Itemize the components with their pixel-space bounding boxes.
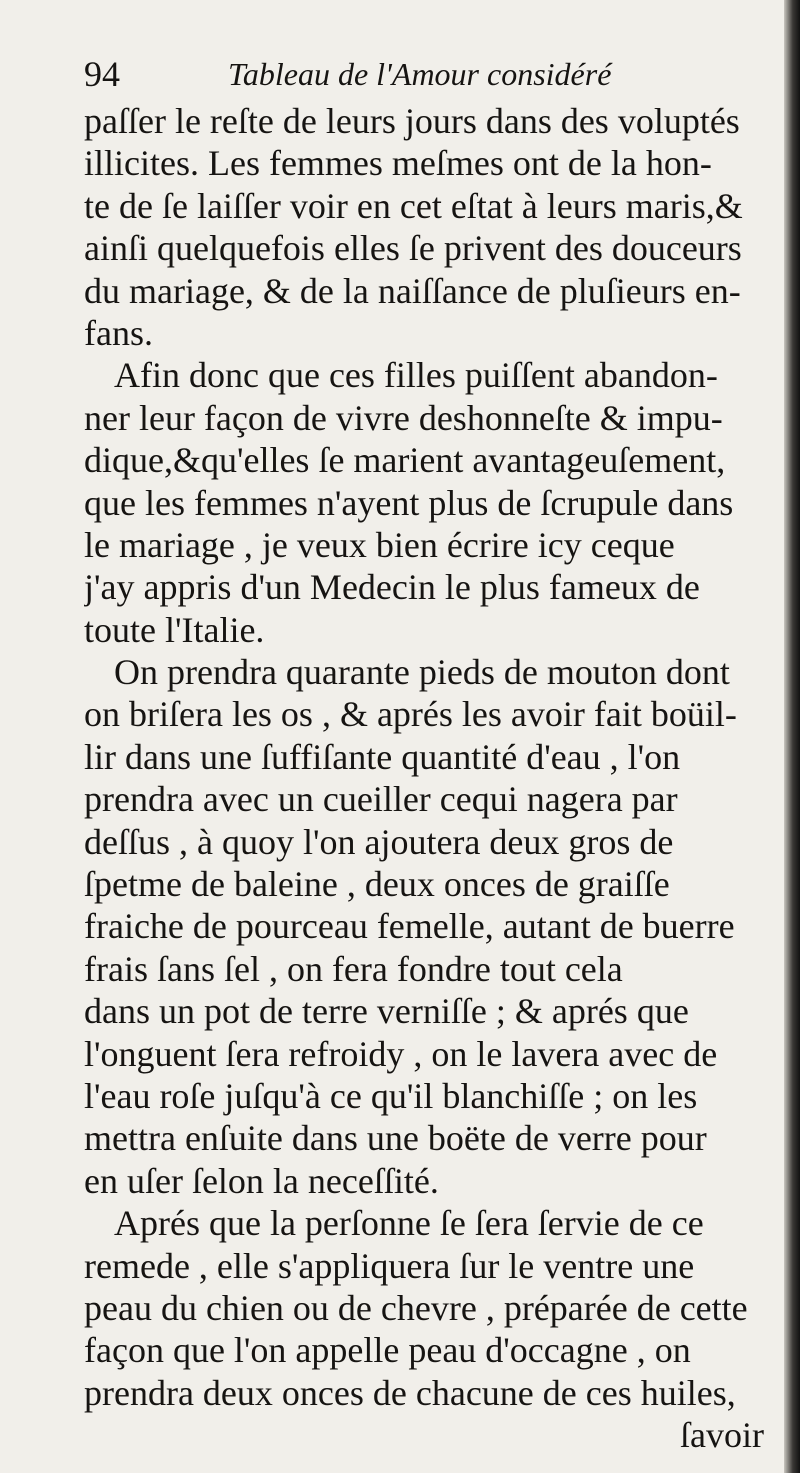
text-line: te de ſe laiſſer voir en cet eſtat à leurs maris,& xyxy=(84,185,743,226)
text-line: peau du chien ou de chevre , préparée de cette xyxy=(84,1287,748,1328)
text-line: frais ſans ſel , on fera fondre tout cela xyxy=(84,948,623,989)
text-line: le mariage , je veux bien écrire icy ceque xyxy=(84,524,675,565)
text-line: ainſi quelquefois elles ſe privent des douceurs xyxy=(84,228,742,269)
body-text xyxy=(84,100,764,1457)
text-line: dans un pot de terre verniſſe ; & aprés que xyxy=(84,991,689,1032)
text-line: prendra avec un cueiller cequi nagera par xyxy=(84,779,678,820)
text-line: fans. xyxy=(84,312,153,353)
text-line: toute l'Italie. xyxy=(84,609,265,650)
text-line: on briſera les os , & aprés les avoir fait boüil- xyxy=(84,694,737,735)
text-line: mettra enſuite dans une boëte de verre pour xyxy=(84,1118,707,1159)
text-line: paſſer le reſte de leurs jours dans des voluptés xyxy=(84,101,740,141)
text-line: ſpetme de baleine , deux onces de graiſſe xyxy=(84,864,670,905)
text-line: en uſer ſelon la neceſſité. xyxy=(84,1160,439,1201)
running-title: Tableau de l'Amour considéré xyxy=(228,56,612,92)
text-line: ner leur façon de vivre deshonneſte & impu- xyxy=(84,397,723,438)
text-line: deſſus , à quoy l'on ajoutera deux gros de xyxy=(84,821,674,862)
text-line: fraiche de pourceau femelle, autant de buerre xyxy=(84,906,735,947)
text-line: dique,&qu'elles ſe marient avantageuſement, xyxy=(84,440,726,481)
text-line: prendra deux onces de chacune de ces huiles, xyxy=(84,1372,736,1413)
text-line: façon que l'on appelle peau d'occagne , on xyxy=(84,1330,691,1371)
text-line: que les femmes n'ayent plus de ſcrupule dans xyxy=(84,482,734,523)
text-line: j'ay appris d'un Medecin le plus fameux de xyxy=(84,567,700,608)
text-line: l'eau roſe juſqu'à ce qu'il blanchiſſe ; on les xyxy=(84,1075,698,1116)
text-line: remede , elle s'appliquera ſur le ventre une xyxy=(84,1245,695,1286)
paragraph-start-line: Afin donc que ces filles puiſſent abandon- xyxy=(114,355,718,396)
paragraph-start-line: Aprés que la perſonne ſe ſera ſervie de ce xyxy=(114,1203,704,1244)
text-line: du mariage, & de la naiſſance de pluſieurs en- xyxy=(84,270,741,311)
text-line: lir dans une ſuffiſante quantité d'eau , l'on xyxy=(84,736,681,777)
running-head xyxy=(84,50,664,98)
text-line: illicites. Les femmes meſmes ont de la hon- xyxy=(84,143,712,184)
text-line: l'onguent ſera refroidy , on le lavera avec de xyxy=(84,1033,718,1074)
page-number: 94 xyxy=(84,54,120,94)
catchword: ſavoir xyxy=(680,1415,764,1456)
paragraph-start-line: On prendra quarante pieds de mouton dont xyxy=(114,652,730,693)
